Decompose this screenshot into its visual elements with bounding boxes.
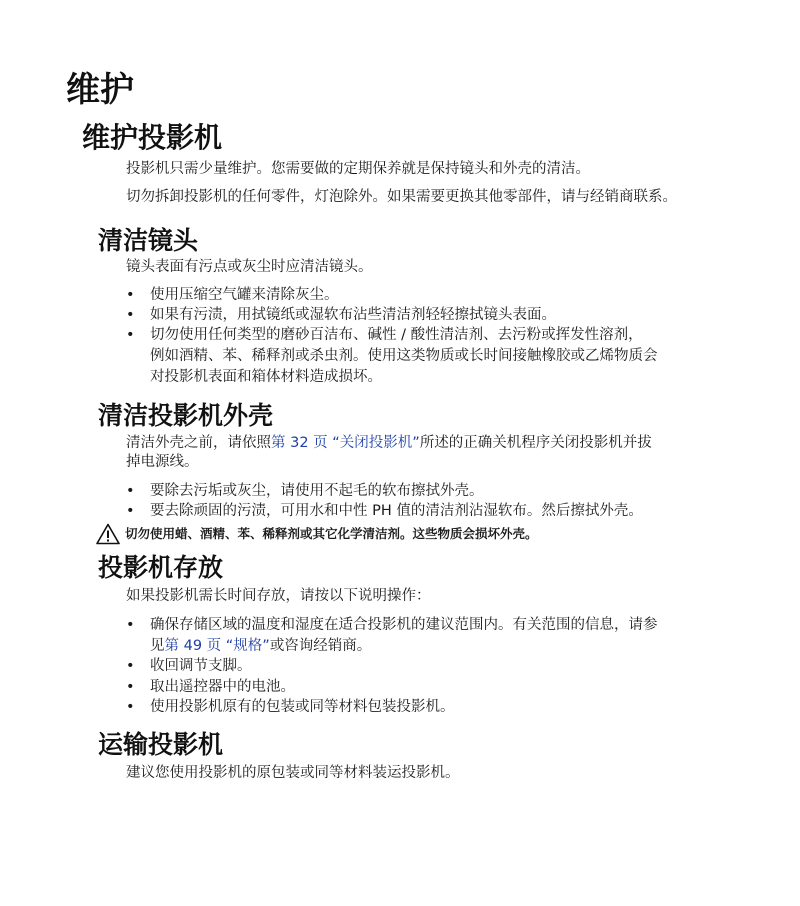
list-item-text: 使用压缩空气罐来清除灰尘。 (150, 287, 339, 303)
bullet-icon: • (126, 307, 135, 323)
bullet-icon: • (126, 327, 135, 343)
list-item-line (150, 636, 725, 657)
bullet-icon: • (126, 658, 135, 674)
bullet-icon: • (126, 617, 135, 633)
section-title-storage: 投影机存放 (98, 553, 224, 582)
bullet-icon: • (126, 287, 135, 303)
bullet-icon: • (126, 503, 135, 519)
link-specifications[interactable]: 第 49 页 “规格” (164, 638, 270, 654)
lens-intro: 镜头表面有污点或灰尘时应清洁镜头。 (126, 259, 373, 275)
bullet-icon: • (126, 679, 135, 695)
page-title: 维护 (66, 70, 134, 110)
list-item-text: 收回调节支脚。 (150, 658, 252, 674)
list-item-line: 确保存储区域的温度和湿度在适合投影机的建议范围内。有关范围的信息，请参 (150, 617, 658, 633)
list-item-line-text: 见 (150, 638, 165, 654)
warning-text: 切勿使用蜡、酒精、苯、稀释剂或其它化学清洁剂。这些物质会损坏外壳。 (125, 526, 538, 541)
section-title-maintain: 维护投影机 (82, 121, 223, 154)
maintain-paragraph-1: 投影机只需少量维护。您需要做的定期保养就是保持镜头和外壳的清洁。 (126, 161, 590, 177)
case-intro (126, 434, 726, 453)
transport-intro: 建议您使用投影机的原包装或同等材料装运投影机。 (126, 765, 460, 781)
bullet-icon: • (126, 699, 135, 715)
list-item-text: 使用投影机原有的包装或同等材料包装投影机。 (150, 699, 455, 715)
case-intro-line2: 掉电源线。 (126, 454, 199, 470)
bullet-icon: • (126, 483, 135, 499)
section-title-lens: 清洁镜头 (98, 226, 199, 255)
section-title-transport: 运输投影机 (98, 730, 224, 759)
warning-note (96, 523, 736, 547)
list-item-text: 如果有污渍，用拭镜纸或湿软布沾些清洁剂轻轻擦拭镜头表面。 (150, 307, 556, 323)
list-item-text (150, 615, 725, 657)
list-item-text (150, 325, 725, 388)
list-item-line: 例如酒精、苯、稀释剂或杀虫剂。使用这类物质或长时间接触橡胶或乙烯物质会 (150, 348, 658, 364)
list-item-line-text-rest: 或咨询经销商。 (269, 638, 372, 654)
list-item-text: 要除去污垢或灰尘，请使用不起毛的软布擦拭外壳。 (150, 483, 484, 499)
case-intro-text: 清洁外壳之前，请依照 (126, 435, 271, 451)
warning-icon (96, 523, 120, 545)
link-power-off[interactable]: 第 32 页 “关闭投影机” (271, 435, 420, 451)
list-item-text: 取出遥控器中的电池。 (150, 679, 295, 695)
case-intro-text-rest: 所述的正确关机程序关闭投影机并拔 (419, 435, 652, 451)
list-item-line: 对投影机表面和箱体材料造成损坏。 (150, 369, 382, 385)
storage-intro: 如果投影机需长时间存放，请按以下说明操作： (126, 588, 431, 604)
maintain-paragraph-2: 切勿拆卸投影机的任何零件，灯泡除外。如果需要更换其他零部件，请与经销商联系。 (126, 189, 677, 205)
list-item-text: 要去除顽固的污渍，可用水和中性 PH 值的清洁剂沾湿软布。然后擦拭外壳。 (150, 503, 643, 519)
list-item-line: 切勿使用任何类型的磨砂百洁布、碱性 / 酸性清洁剂、去污粉或挥发性溶剂， (150, 327, 643, 343)
section-title-case: 清洁投影机外壳 (98, 401, 274, 430)
